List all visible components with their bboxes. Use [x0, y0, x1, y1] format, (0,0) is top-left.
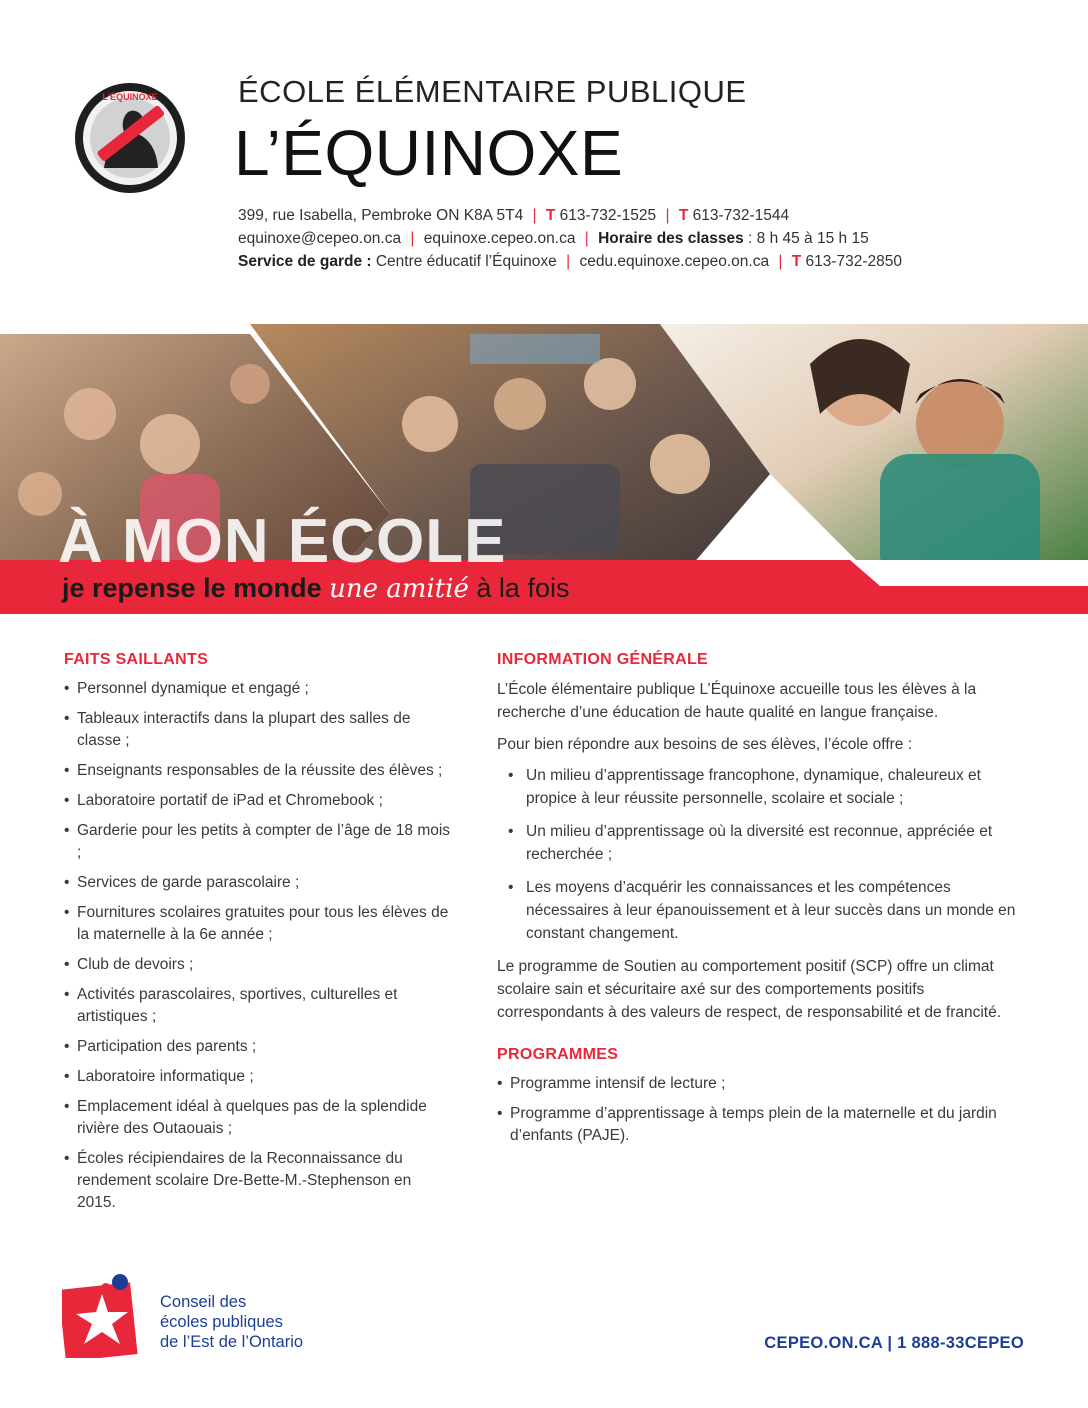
separator: |: [665, 207, 670, 224]
address: 399, rue Isabella, Pembroke ON K8A 5T4: [238, 207, 524, 224]
school-name: L’ÉQUINOXE: [234, 117, 624, 189]
list-item: • Écoles récipiendaires de la Reconnaissance du rendement scolaire Dre-Bette-M.-Stephenson en 2015.: [64, 1148, 454, 1214]
phone-label: T: [678, 207, 689, 224]
list-item: • Laboratoire informatique ;: [64, 1066, 454, 1088]
list-item: • Laboratoire portatif de iPad et Chromebook ;: [64, 790, 454, 812]
contact-block: [238, 204, 902, 273]
section-title: PROGRAMMES: [497, 1046, 619, 1063]
separator: |: [584, 230, 589, 247]
section-title: FAITS SAILLANTS: [64, 651, 209, 668]
cepeo-logo: [62, 1272, 148, 1358]
programmes-list: [497, 1073, 1017, 1147]
tagline-bold: je repense le monde: [62, 573, 322, 603]
tagline-end: à la fois: [476, 573, 570, 603]
hours-label: Horaire des classes: [598, 230, 744, 247]
banner-tagline: [62, 573, 569, 604]
list-item: • Garderie pour les petits à compter de l’âge de 18 mois ;: [64, 820, 454, 864]
daycare-site-link[interactable]: cedu.equinoxe.cepeo.on.ca: [579, 253, 770, 270]
list-item: • Les moyens d’acquérir les connaissances et les compétences nécessaires à leur épanouissement et à leur succès dans un monde en constant changement.: [497, 876, 1017, 945]
list-item: • Services de garde parascolaire ;: [64, 872, 454, 894]
list-item: • Un milieu d’apprentissage où la diversité est reconnue, appréciée et recherchée ;: [497, 820, 1017, 866]
phone-1[interactable]: 613-732-1525: [559, 207, 657, 224]
phone-label: T: [545, 207, 556, 224]
footer-site-link[interactable]: CEPEO.ON.CA | 1 888-33CEPEO: [764, 1334, 1024, 1352]
info-scp: Le programme de Soutien au comportement positif (SCP) offre un climat scolaire sain et sécuritaire axé sur des comportements positifs correspondants à des valeurs de respect, de responsabilité et de francité.: [497, 958, 1002, 1021]
separator: |: [566, 253, 571, 270]
separator: |: [532, 207, 537, 224]
list-item: • Fournitures scolaires gratuites pour tous les élèves de la maternelle à la 6e année ;: [64, 902, 454, 946]
faits-list: [64, 678, 454, 1214]
faits-saillants-section: [64, 651, 454, 1222]
email-link[interactable]: equinoxe@cepeo.on.ca: [238, 230, 402, 247]
hours-value: : 8 h 45 à 15 h 15: [743, 230, 869, 247]
list-item: • Un milieu d’apprentissage francophone, dynamique, chaleureux et propice à leur réussite personnelle, scolaire et sociale ;: [497, 764, 1017, 810]
contact-line-1: [238, 204, 902, 227]
list-item: • Participation des parents ;: [64, 1036, 454, 1058]
contact-line-3: [238, 250, 902, 273]
website-link[interactable]: equinoxe.cepeo.on.ca: [423, 230, 576, 247]
daycare-name: Centre éducatif l’Équinoxe: [371, 253, 557, 270]
daycare-phone[interactable]: 613-732-2850: [805, 253, 903, 270]
offers-list: [497, 764, 1017, 945]
list-item: • Activités parascolaires, sportives, culturelles et artistiques ;: [64, 984, 454, 1028]
org-name: [160, 1292, 303, 1352]
list-item: • Enseignants responsables de la réussite des élèves ;: [64, 760, 454, 782]
information-section: [497, 651, 1017, 1155]
info-intro: L’École élémentaire publique L’Équinoxe accueille tous les élèves à la recherche d’une éducation de haute qualité en langue française.: [497, 681, 977, 721]
list-item: • Personnel dynamique et engagé ;: [64, 678, 454, 700]
org-line: de l’Est de l’Ontario: [160, 1333, 304, 1351]
list-item: • Programme d’apprentissage à temps plein de la maternelle et du jardin d’enfants (PAJE).: [497, 1103, 1017, 1147]
tagline-script: une amitié: [329, 574, 469, 604]
contact-line-2: [238, 227, 902, 250]
list-item: • Emplacement idéal à quelques pas de la splendide rivière des Outaouais ;: [64, 1096, 454, 1140]
list-item: • Club de devoirs ;: [64, 954, 454, 976]
list-item: • Tableaux interactifs dans la plupart des salles de classe ;: [64, 708, 454, 752]
section-title: INFORMATION GÉNÉRALE: [497, 651, 709, 668]
phone-label: T: [791, 253, 802, 270]
daycare-label: Service de garde :: [238, 253, 372, 270]
info-lead: Pour bien répondre aux besoins de ses élèves, l’école offre :: [497, 736, 913, 753]
school-logo: [74, 82, 186, 194]
org-line: Conseil des: [160, 1293, 247, 1311]
logo-text: L'ÉQUINOXE: [102, 92, 158, 102]
org-line: écoles publiques: [160, 1313, 283, 1331]
school-kicker: ÉCOLE ÉLÉMENTAIRE PUBLIQUE: [238, 74, 747, 109]
phone-2[interactable]: 613-732-1544: [692, 207, 790, 224]
banner-headline: À MON ÉCOLE: [58, 507, 507, 576]
separator: |: [410, 230, 415, 247]
separator: |: [778, 253, 783, 270]
list-item: • Programme intensif de lecture ;: [497, 1073, 1017, 1095]
